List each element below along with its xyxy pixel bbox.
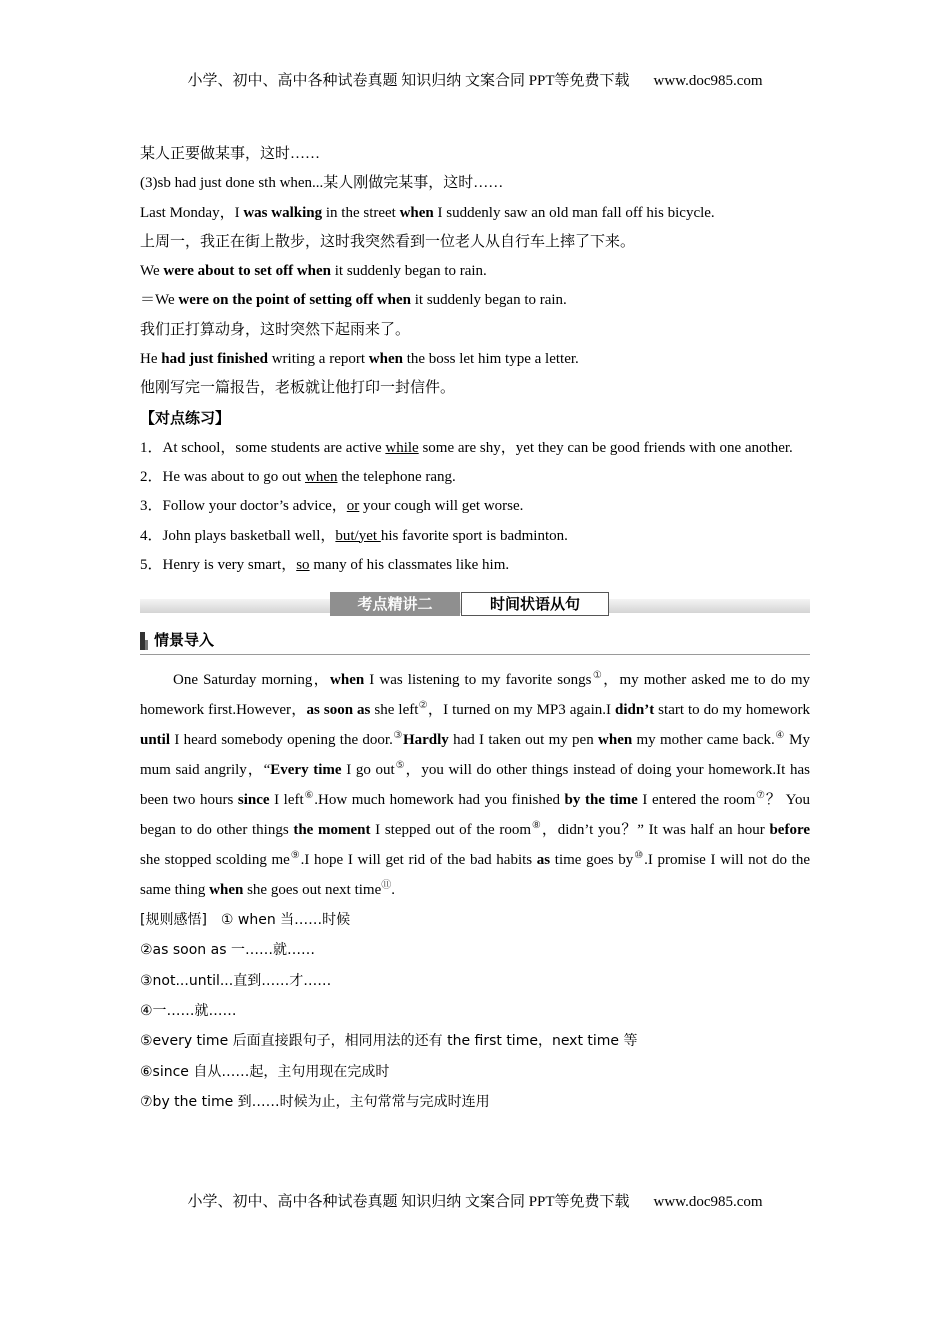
answer-1: while xyxy=(385,439,419,456)
practice-question-4: 4．John plays basketball well，but/yet his favorite sport is badminton. xyxy=(140,527,568,544)
rule-6: ⑥since 自从……起，主句用现在完成时 xyxy=(140,1063,390,1080)
page-footer xyxy=(0,1190,950,1211)
example-translation-4: 他刚写完一篇报告，老板就让他打印一封信件。 xyxy=(140,380,456,397)
topic-banner xyxy=(140,586,810,626)
rule-2: ②as soon as 一……就…… xyxy=(140,942,315,959)
footer-site: www.doc985.com xyxy=(653,1194,763,1210)
line-when-pattern: 某人正要做某事，这时…… xyxy=(140,146,321,162)
rule-1: [规则感悟] ① when 当……时候 xyxy=(140,912,351,929)
example-sentence-3: ＝We were on the point of setting off when it suddenly began to rain. xyxy=(140,292,567,309)
practice-question-5: 5．Henry is very smart，so many of his classmates like him. xyxy=(140,556,510,573)
page-header xyxy=(0,69,950,90)
practice-question-3: 3．Follow your doctor’s advice，or your cough will get worse. xyxy=(140,498,524,515)
practice-title: 【对点练习】 xyxy=(140,408,231,427)
rule-4: ④一……就…… xyxy=(140,1003,237,1020)
example-sentence-1: Last Monday，I was walking in the street when I suddenly saw an old man fall off his bicycle. xyxy=(140,204,715,221)
answer-5: so xyxy=(296,556,310,573)
practice-question-2: 2．He was about to go out when the telephone rang. xyxy=(140,468,456,485)
example-sentence-4: He had just finished writing a report when the boss let him type a letter. xyxy=(140,351,579,368)
rule-3: ③not...until...直到……才…… xyxy=(140,972,332,989)
line-had-just-done: (3)sb had just done sth when...某人刚做完某事，这时…… xyxy=(140,175,504,192)
rule-5: ⑤every time 后面直接跟句子，相同用法的还有 the first time，next time 等 xyxy=(140,1033,638,1050)
example-sentence-2: We were about to set off when it suddenly began to rain. xyxy=(140,263,487,280)
practice-question-1: 1．At school，some students are active while some are shy，yet they can be good friends with one another. xyxy=(140,439,793,456)
scenario-passage: One Saturday morning，when I was listening to my favorite songs①，my mother asked me to do my homework first.However，as soon as she left②，I turned on my MP3 again.I didn’t start to do my homework until I heard somebody opening the door.③Hardly had I taken out my pen when my mother came back.④ My mum said angrily，“Every time I go out⑤，you will do other things instead of doing your homework.It has been two hours since I left⑥.How much homework had you finished by the time I entered the room⑦？ You began to do other things the moment I stepped out of the room⑧，didn’t you？” It was half an hour before she stopped scolding me⑨.I hope I will get rid of the bad habits as time goes by⑩.I promise I will not do the same thing when she goes out next time⑪. xyxy=(140,670,811,899)
document-body xyxy=(140,140,810,1117)
answer-3: or xyxy=(346,498,360,515)
banner-tab-title: 时间状语从句 xyxy=(461,592,609,616)
rules-list xyxy=(140,905,810,1117)
header-site: www.doc985.com xyxy=(653,73,763,89)
section-title: 情景导入 xyxy=(154,631,215,650)
banner-tab-topic: 考点精讲二 xyxy=(330,592,460,616)
heading-subbar-icon xyxy=(145,640,148,650)
answer-2: when xyxy=(304,468,338,485)
header-slogan: 小学、初中、高中各种试卷真题 知识归纳 文案合同 PPT等免费下载 xyxy=(187,73,630,89)
example-translation-1: 上周一，我正在街上散步，这时我突然看到一位老人从自行车上摔了下来。 xyxy=(140,233,636,250)
section-heading xyxy=(140,626,810,655)
answer-4: but/yet xyxy=(335,527,381,544)
footer-slogan: 小学、初中、高中各种试卷真题 知识归纳 文案合同 PPT等免费下载 xyxy=(187,1194,630,1210)
rule-7: ⑦by the time 到……时候为止，主句常常与完成时连用 xyxy=(140,1093,490,1110)
example-translation-2: 我们正打算动身，这时突然下起雨来了。 xyxy=(140,321,411,338)
